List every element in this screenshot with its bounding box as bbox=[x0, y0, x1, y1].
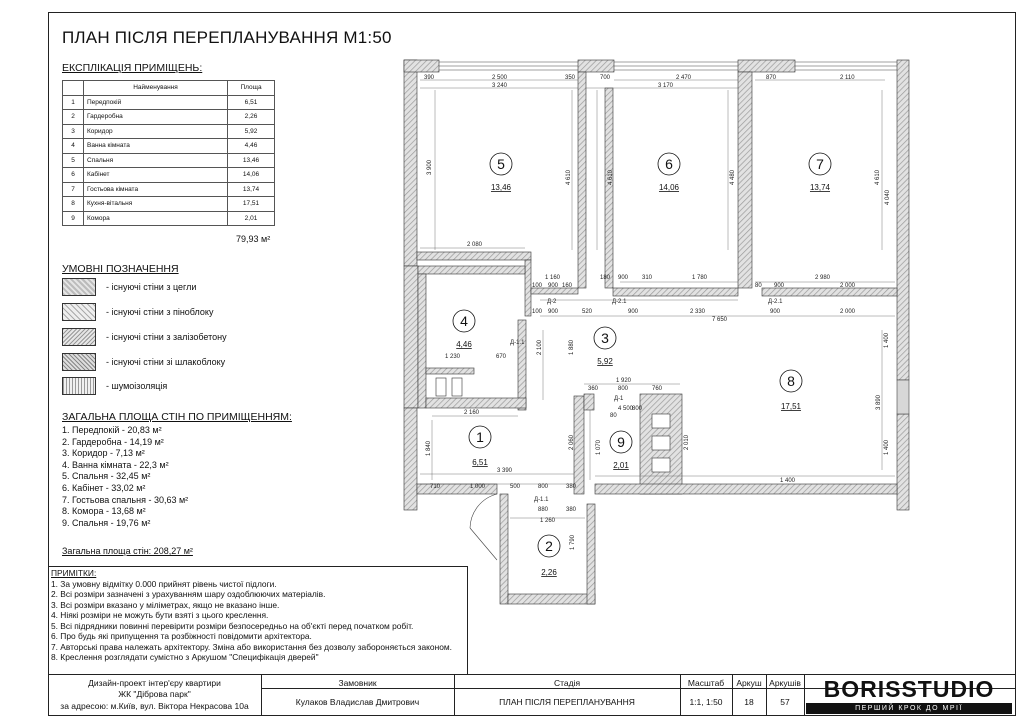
stage-label: Стадія bbox=[553, 678, 581, 688]
explication-heading: ЕКСПЛІКАЦІЯ ПРИМІЩЕНЬ: bbox=[62, 62, 203, 74]
svg-text:13,46: 13,46 bbox=[490, 183, 512, 192]
notes-block bbox=[48, 566, 468, 674]
svg-text:2 100: 2 100 bbox=[537, 339, 543, 355]
svg-text:6,51: 6,51 bbox=[472, 458, 488, 467]
svg-text:1 400: 1 400 bbox=[780, 478, 796, 484]
project-line-1: Дизайн-проект інтер'єру квартири bbox=[88, 678, 221, 688]
room-area: 2,01 bbox=[228, 211, 275, 226]
room-area: 6,51 bbox=[228, 95, 275, 110]
svg-text:180: 180 bbox=[600, 275, 611, 281]
col-area-header: Площа bbox=[228, 81, 275, 96]
svg-text:1 400: 1 400 bbox=[884, 332, 890, 348]
svg-text:900: 900 bbox=[774, 283, 785, 289]
svg-text:14,06: 14,06 bbox=[658, 183, 680, 192]
project-line-3: за адресою: м.Київ, вул. Віктора Некрасова 10а bbox=[60, 701, 249, 711]
legend-label: - існуючі стіни з піноблоку bbox=[106, 307, 214, 317]
svg-text:710: 710 bbox=[430, 484, 441, 490]
svg-text:6: 6 bbox=[665, 156, 673, 172]
svg-text:4 500: 4 500 bbox=[618, 406, 634, 412]
scale-value: 1:1, 1:50 bbox=[689, 697, 723, 707]
svg-text:13,74: 13,74 bbox=[809, 183, 831, 192]
svg-text:80: 80 bbox=[610, 413, 617, 419]
svg-text:380: 380 bbox=[566, 484, 577, 490]
divider bbox=[804, 675, 805, 716]
room-name: Гостьова кімната bbox=[84, 182, 228, 197]
list-item: 5. Всі підрядники повинні перевірити розміри безпосередньо на об'єкті перед початком робіт. bbox=[51, 620, 414, 631]
svg-text:100: 100 bbox=[532, 283, 543, 289]
svg-text:3 890: 3 890 bbox=[876, 394, 882, 410]
svg-text:1 000: 1 000 bbox=[470, 484, 486, 490]
svg-text:350: 350 bbox=[565, 75, 576, 81]
svg-text:4 610: 4 610 bbox=[608, 169, 614, 185]
svg-text:5,92: 5,92 bbox=[597, 357, 613, 366]
room-name: Комора bbox=[84, 211, 228, 226]
list-item: 7. Авторські права належать архітектору. Зміна або використання без дозволу забороняється законом. bbox=[51, 641, 452, 652]
room-area: 2,26 bbox=[228, 110, 275, 125]
svg-text:4 610: 4 610 bbox=[566, 169, 572, 185]
row-number: 5 bbox=[63, 153, 84, 168]
room-area: 4,46 bbox=[228, 139, 275, 154]
list-item: 7. Гостьова спальня - 30,63 м² bbox=[62, 494, 189, 505]
list-item: 3. Всі розміри вказано у міліметрах, якщо не вказано інше. bbox=[51, 599, 280, 610]
svg-text:1 230: 1 230 bbox=[445, 354, 461, 360]
svg-text:1 880: 1 880 bbox=[569, 339, 575, 355]
legend-label: - шумоізоляція bbox=[106, 381, 168, 391]
svg-text:4 040: 4 040 bbox=[885, 189, 891, 205]
notes-heading: ПРИМІТКИ: bbox=[51, 568, 97, 578]
legend-label: - існуючі стіни з залізобетону bbox=[106, 332, 227, 342]
svg-text:1 790: 1 790 bbox=[570, 534, 576, 550]
svg-text:800: 800 bbox=[618, 386, 629, 392]
svg-text:3 900: 3 900 bbox=[427, 159, 433, 175]
explication-total: 79,93 м² bbox=[236, 234, 271, 244]
legend-label: - існуючі стіни зі шлакоблоку bbox=[106, 357, 226, 367]
svg-text:670: 670 bbox=[496, 354, 507, 360]
room-area: 13,46 bbox=[228, 153, 275, 168]
svg-text:880: 880 bbox=[538, 507, 549, 513]
walls-heading: ЗАГАЛЬНА ПЛОЩА СТІН ПО ПРИМІЩЕННЯМ: bbox=[62, 411, 292, 423]
room-area: 17,51 bbox=[228, 197, 275, 212]
svg-text:8: 8 bbox=[787, 373, 795, 389]
sheets-label: Аркушів bbox=[769, 678, 801, 688]
svg-text:7 650: 7 650 bbox=[712, 317, 728, 323]
svg-text:1 070: 1 070 bbox=[596, 439, 602, 455]
svg-text:1: 1 bbox=[476, 429, 484, 445]
svg-text:2 080: 2 080 bbox=[467, 242, 483, 248]
svg-text:1 920: 1 920 bbox=[616, 378, 632, 384]
svg-text:500: 500 bbox=[510, 484, 521, 490]
svg-text:Д-2.1: Д-2.1 bbox=[768, 299, 783, 305]
svg-text:870: 870 bbox=[766, 75, 777, 81]
svg-text:17,51: 17,51 bbox=[780, 402, 802, 411]
svg-text:2 160: 2 160 bbox=[464, 410, 480, 416]
room-name: Кабінет bbox=[84, 168, 228, 183]
list-item: 5. Спальня - 32,45 м² bbox=[62, 471, 151, 482]
svg-text:4 610: 4 610 bbox=[875, 169, 881, 185]
customer-name: Кулаков Владислав Дмитрович bbox=[295, 697, 420, 707]
svg-text:4 480: 4 480 bbox=[730, 169, 736, 185]
col-name-header: Найменування bbox=[84, 81, 228, 96]
svg-text:900: 900 bbox=[618, 275, 629, 281]
svg-text:2 000: 2 000 bbox=[840, 309, 856, 315]
svg-text:160: 160 bbox=[562, 283, 573, 289]
row-number: 9 bbox=[63, 211, 84, 226]
svg-text:Д-1: Д-1 bbox=[614, 396, 624, 402]
walls-total: Загальна площа стін: 208,27 м² bbox=[62, 546, 193, 556]
room-name: Спальня bbox=[84, 153, 228, 168]
svg-text:2 010: 2 010 bbox=[684, 434, 690, 450]
svg-text:2 060: 2 060 bbox=[569, 434, 575, 450]
project-line-2: ЖК "Діброва парк" bbox=[118, 689, 191, 699]
svg-text:3 390: 3 390 bbox=[497, 468, 513, 474]
row-number: 3 bbox=[63, 124, 84, 139]
svg-text:2 980: 2 980 bbox=[815, 275, 831, 281]
svg-text:3 240: 3 240 bbox=[492, 83, 508, 89]
svg-text:2 470: 2 470 bbox=[676, 75, 692, 81]
svg-text:900: 900 bbox=[628, 309, 639, 315]
legend-label: - існуючі стіни з цегли bbox=[106, 282, 197, 292]
list-item: 8. Креслення розглядати сумістно з Аркушом "Специфікація дверей" bbox=[51, 652, 319, 662]
svg-text:7: 7 bbox=[816, 156, 824, 172]
svg-text:520: 520 bbox=[582, 309, 593, 315]
list-item: 3. Коридор - 7,13 м² bbox=[62, 448, 145, 459]
list-item: 4. Ванна кімната - 22,3 м² bbox=[62, 459, 169, 470]
svg-text:700: 700 bbox=[600, 75, 611, 81]
sheets-value: 57 bbox=[780, 697, 790, 707]
svg-text:380: 380 bbox=[566, 507, 577, 513]
scale-label: Масштаб bbox=[687, 678, 725, 688]
svg-text:Д-2.1: Д-2.1 bbox=[612, 299, 627, 305]
room-area: 5,92 bbox=[228, 124, 275, 139]
svg-text:2 500: 2 500 bbox=[492, 75, 508, 81]
svg-text:9: 9 bbox=[617, 434, 625, 450]
row-number: 4 bbox=[63, 139, 84, 154]
room-area: 14,06 bbox=[228, 168, 275, 183]
legend-heading: УМОВНІ ПОЗНАЧЕННЯ bbox=[62, 263, 179, 275]
svg-text:4,46: 4,46 bbox=[456, 340, 472, 349]
svg-text:4: 4 bbox=[460, 313, 468, 329]
list-item: 8. Комора - 13,68 м² bbox=[62, 506, 146, 517]
svg-text:390: 390 bbox=[424, 75, 435, 81]
svg-text:Д-2: Д-2 bbox=[547, 299, 557, 305]
room-name: Гардеробна bbox=[84, 110, 228, 125]
svg-text:2 000: 2 000 bbox=[840, 283, 856, 289]
sheet-value: 18 bbox=[744, 697, 754, 707]
room-name: Передпокій bbox=[84, 95, 228, 110]
row-number: 2 bbox=[63, 110, 84, 125]
logo-slogan: ПЕРШИЙ КРОК ДО МРІЇ bbox=[806, 703, 1012, 714]
plan-title: ПЛАН ПІСЛЯ ПЕРЕПЛАНУВАННЯ М1:50 bbox=[62, 28, 392, 47]
svg-text:2,26: 2,26 bbox=[541, 568, 557, 577]
svg-text:80: 80 bbox=[755, 283, 762, 289]
svg-text:Д-1.1: Д-1.1 bbox=[534, 497, 549, 503]
svg-text:100: 100 bbox=[532, 309, 543, 315]
customer-label: Замовник bbox=[338, 678, 377, 688]
svg-text:360: 360 bbox=[588, 386, 599, 392]
stage-value: ПЛАН ПІСЛЯ ПЕРЕПЛАНУВАННЯ bbox=[499, 697, 635, 707]
row-number: 7 bbox=[63, 182, 84, 197]
svg-text:900: 900 bbox=[770, 309, 781, 315]
svg-text:2 330: 2 330 bbox=[690, 309, 706, 315]
logo-wordmark: BORISSTUDIO bbox=[823, 676, 995, 702]
list-item: 1. За умовну відмітку 0.000 прийнят рівень чистої підлоги. bbox=[51, 578, 277, 589]
svg-text:760: 760 bbox=[652, 386, 663, 392]
svg-text:1 160: 1 160 bbox=[545, 275, 561, 281]
svg-text:800: 800 bbox=[538, 484, 549, 490]
list-item: 2. Гардеробна - 14,19 м² bbox=[62, 436, 164, 447]
svg-text:1 780: 1 780 bbox=[692, 275, 708, 281]
svg-text:5: 5 bbox=[497, 156, 505, 172]
svg-text:2,01: 2,01 bbox=[613, 461, 629, 470]
list-item: 9. Спальня - 19,76 м² bbox=[62, 517, 151, 528]
row-number: 1 bbox=[63, 95, 84, 110]
sheet-label: Аркуш bbox=[736, 678, 762, 688]
list-item: 6. Кабінет - 33,02 м² bbox=[62, 482, 146, 493]
room-area: 13,74 bbox=[228, 182, 275, 197]
room-name: Коридор bbox=[84, 124, 228, 139]
room-name: Ванна кімната bbox=[84, 139, 228, 154]
svg-text:1 840: 1 840 bbox=[426, 440, 432, 456]
svg-text:310: 310 bbox=[642, 275, 653, 281]
list-item: 2. Всі розміри зазначені з урахуванням шару оздоблюючих матеріалів. bbox=[51, 589, 326, 599]
svg-text:900: 900 bbox=[548, 309, 559, 315]
svg-text:900: 900 bbox=[548, 283, 559, 289]
row-number: 8 bbox=[63, 197, 84, 212]
svg-text:1 400: 1 400 bbox=[884, 439, 890, 455]
list-item: 1. Передпокій - 20,83 м² bbox=[62, 425, 162, 435]
room-name: Кухня-вітальня bbox=[84, 197, 228, 212]
studio-logo bbox=[806, 676, 1012, 716]
list-item: 6. Про будь які припущення та розбіжності повідомити архітектора. bbox=[51, 631, 312, 641]
svg-text:1 260: 1 260 bbox=[540, 518, 556, 524]
list-item: 4. Ніякі розміри не можуть бути взяті з цього креслення. bbox=[51, 610, 269, 620]
svg-text:2 110: 2 110 bbox=[840, 75, 855, 81]
svg-text:Д-1.1: Д-1.1 bbox=[510, 340, 525, 346]
svg-text:3: 3 bbox=[601, 330, 609, 346]
svg-text:3 170: 3 170 bbox=[658, 83, 674, 89]
row-number: 6 bbox=[63, 168, 84, 183]
room-numbers bbox=[456, 156, 830, 577]
svg-text:800: 800 bbox=[632, 406, 643, 412]
svg-text:2: 2 bbox=[545, 538, 553, 554]
